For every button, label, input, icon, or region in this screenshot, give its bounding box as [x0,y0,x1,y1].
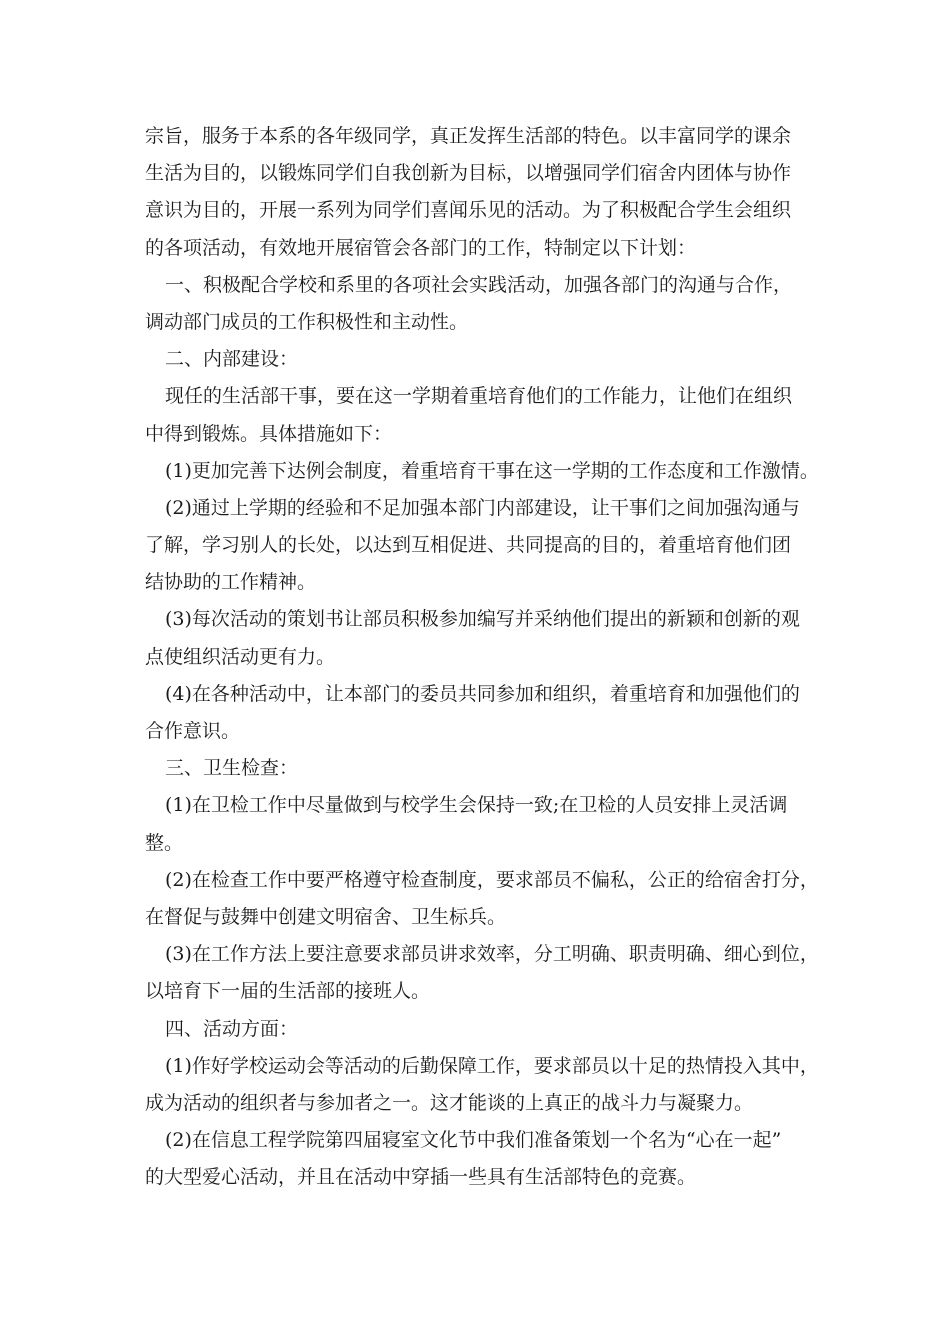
text-line: 合作意识。 [145,720,241,742]
text-line: (3)在工作方法上要注意要求部员讲求效率，分工明确、职责明确、细心到位， [165,943,819,966]
text-line: 意识为目的，开展一系列为同学们喜闻乐见的活动。为了积极配合学生会组织 [145,199,792,222]
text-line: (2)在信息工程学院第四届寝室文化节中我们准备策划一个名为“心在一起” [165,1129,782,1152]
text-line: 四、活动方面： [165,1017,299,1040]
text-line: (3)每次活动的策划书让部员积极参加编写并采纳他们提出的新颖和创新的观 [165,608,800,631]
text-line: (2)通过上学期的经验和不足加强本部门内部建设，让干事们之间加强沟通与 [165,496,800,519]
text-line: 中得到锻炼。具体措施如下： [145,422,393,445]
text-line: 宗旨，服务于本系的各年级同学，真正发挥生活部的特色。以丰富同学的课余 [145,125,792,147]
text-line: 了解，学习别人的长处，以达到互相促进、共同提高的目的，着重培育他们团 [145,534,792,557]
text-line: 调动部门成员的工作积极性和主动性。 [145,310,469,333]
text-line: 在督促与鼓舞中创建文明宿舍、卫生标兵。 [145,905,507,928]
text-line: 一、积极配合学校和系里的各项社会实践活动，加强各部门的沟通与合作， [165,273,793,296]
text-line: 的大型爱心活动，并且在活动中穿插一些具有生活部特色的竞赛。 [145,1166,697,1189]
text-line: 成为活动的组织者与参加者之一。这才能谈的上真正的战斗力与凝聚力。 [145,1091,754,1114]
text-line: 现任的生活部干事，要在这一学期着重培育他们的工作能力，让他们在组织 [165,385,793,408]
text-line: (2)在检查工作中要严格遵守检查制度，要求部员不偏私，公正的给宿舍打分， [165,868,819,891]
text-line: (1)更加完善下达例会制度，着重培育干事在这一学期的工作态度和工作激情。 [165,459,819,482]
text-line: 整。 [145,831,184,854]
text-line: (4)在各种活动中，让本部门的委员共同参加和组织，着重培育和加强他们的 [165,682,800,705]
text-line: 结协助的工作精神。 [145,571,317,594]
text-line: (1)在卫检工作中尽量做到与校学生会保持一致;在卫检的人员安排上灵活调 [165,794,788,817]
text-line: 以培育下一届的生活部的接班人。 [145,980,431,1003]
document-body [145,118,835,1196]
text-line: 三、卫生检查： [165,757,299,780]
text-line: 点使组织活动更有力。 [145,645,336,668]
text-line: (1)作好学校运动会等活动的后勤保障工作，要求部员以十足的热情投入其中， [165,1054,819,1077]
text-line: 的各项活动，有效地开展宿管会各部门的工作，特制定以下计划： [145,236,697,259]
text-line: 生活为目的，以锻炼同学们自我创新为目标，以增强同学们宿舍内团体与协作 [145,162,792,185]
text-line: 二、内部建设： [165,348,299,371]
